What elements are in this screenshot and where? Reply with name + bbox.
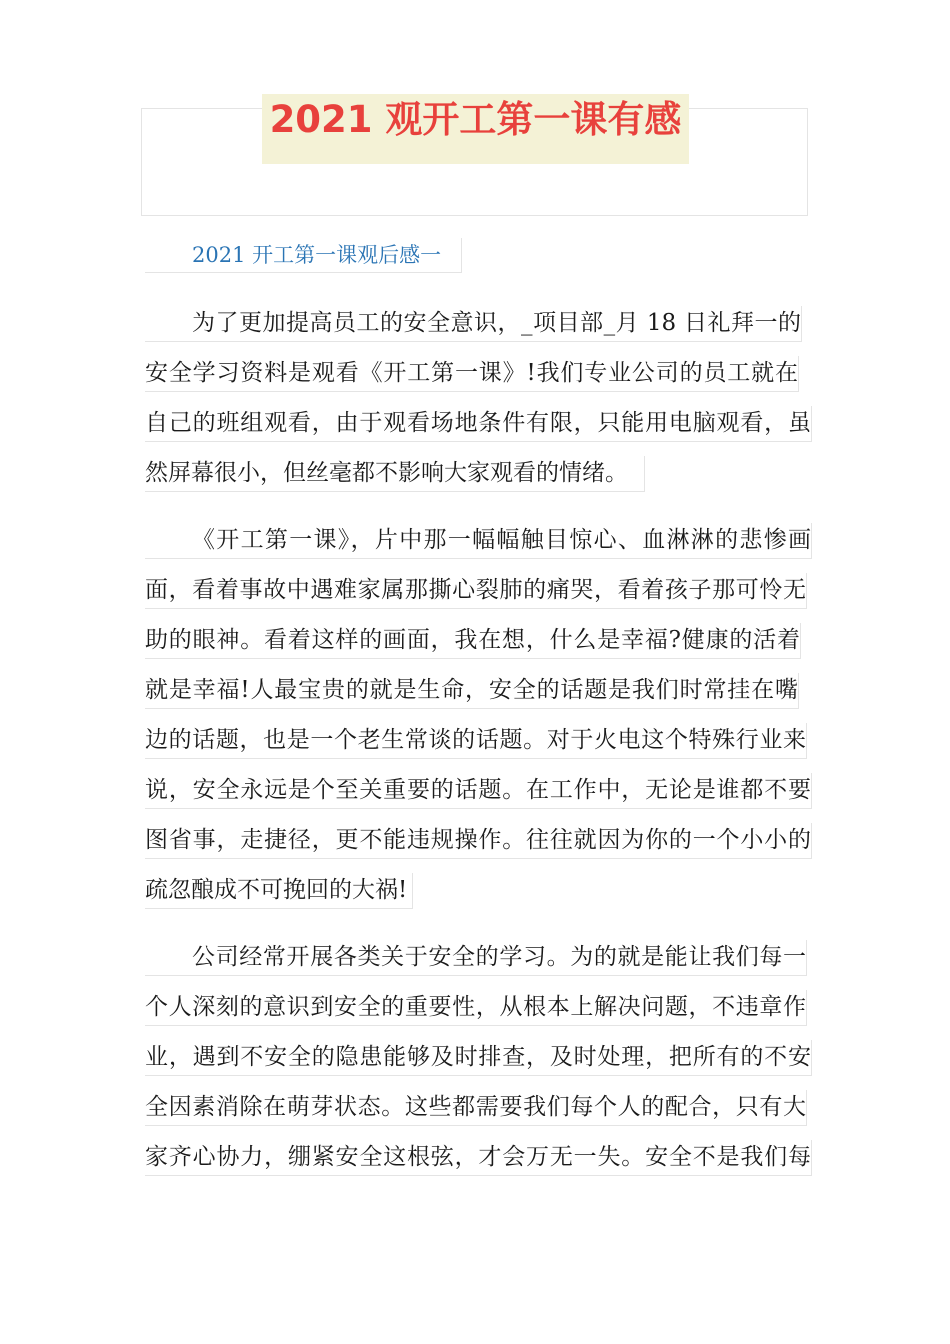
text-line: 自己的班组观看，由于观看场地条件有限，只能用电脑观看，虽: [145, 406, 812, 442]
text-line: 全因素消除在萌芽状态。这些都需要我们每个人的配合，只有大: [145, 1090, 807, 1126]
text-line: 疏忽酿成不可挽回的大祸!: [145, 873, 413, 909]
text-line: 为了更加提高员工的安全意识，_项目部_月 18 日礼拜一的: [145, 306, 802, 342]
text-line: 安全学习资料是观看《开工第一课》!我们专业公司的员工就在: [145, 356, 799, 392]
text-line: 然屏幕很小，但丝毫都不影响大家观看的情绪。: [145, 456, 645, 492]
text-line: 家齐心协力，绷紧安全这根弦，才会万无一失。安全不是我们每: [145, 1140, 812, 1176]
text-line: 公司经常开展各类关于安全的学习。为的就是能让我们每一: [145, 940, 807, 976]
text-line: 助的眼神。看着这样的画面，我在想，什么是幸福?健康的活着: [145, 623, 801, 659]
text-line: 图省事，走捷径，更不能违规操作。往往就因为你的一个小小的: [145, 823, 812, 859]
section-heading: 2021 开工第一课观后感一: [145, 238, 462, 273]
text-line: 说，安全永远是个至关重要的话题。在工作中，无论是谁都不要: [145, 773, 812, 809]
text-line: 面，看着事故中遇难家属那撕心裂肺的痛哭，看着孩子那可怜无: [145, 573, 807, 609]
text-line: 《开工第一课》，片中那一幅幅触目惊心、血淋淋的悲惨画: [145, 523, 812, 559]
text-line: 个人深刻的意识到安全的重要性，从根本上解决问题，不违章作: [145, 990, 807, 1026]
text-line: 就是幸福!人最宝贵的就是生命，安全的话题是我们时常挂在嘴: [145, 673, 799, 709]
page-title: 2021 观开工第一课有感: [269, 98, 682, 141]
text-line: 业，遇到不安全的隐患能够及时排查，及时处理，把所有的不安: [145, 1040, 812, 1076]
text-line: 边的话题，也是一个老生常谈的话题。对于火电这个特殊行业来: [145, 723, 807, 759]
